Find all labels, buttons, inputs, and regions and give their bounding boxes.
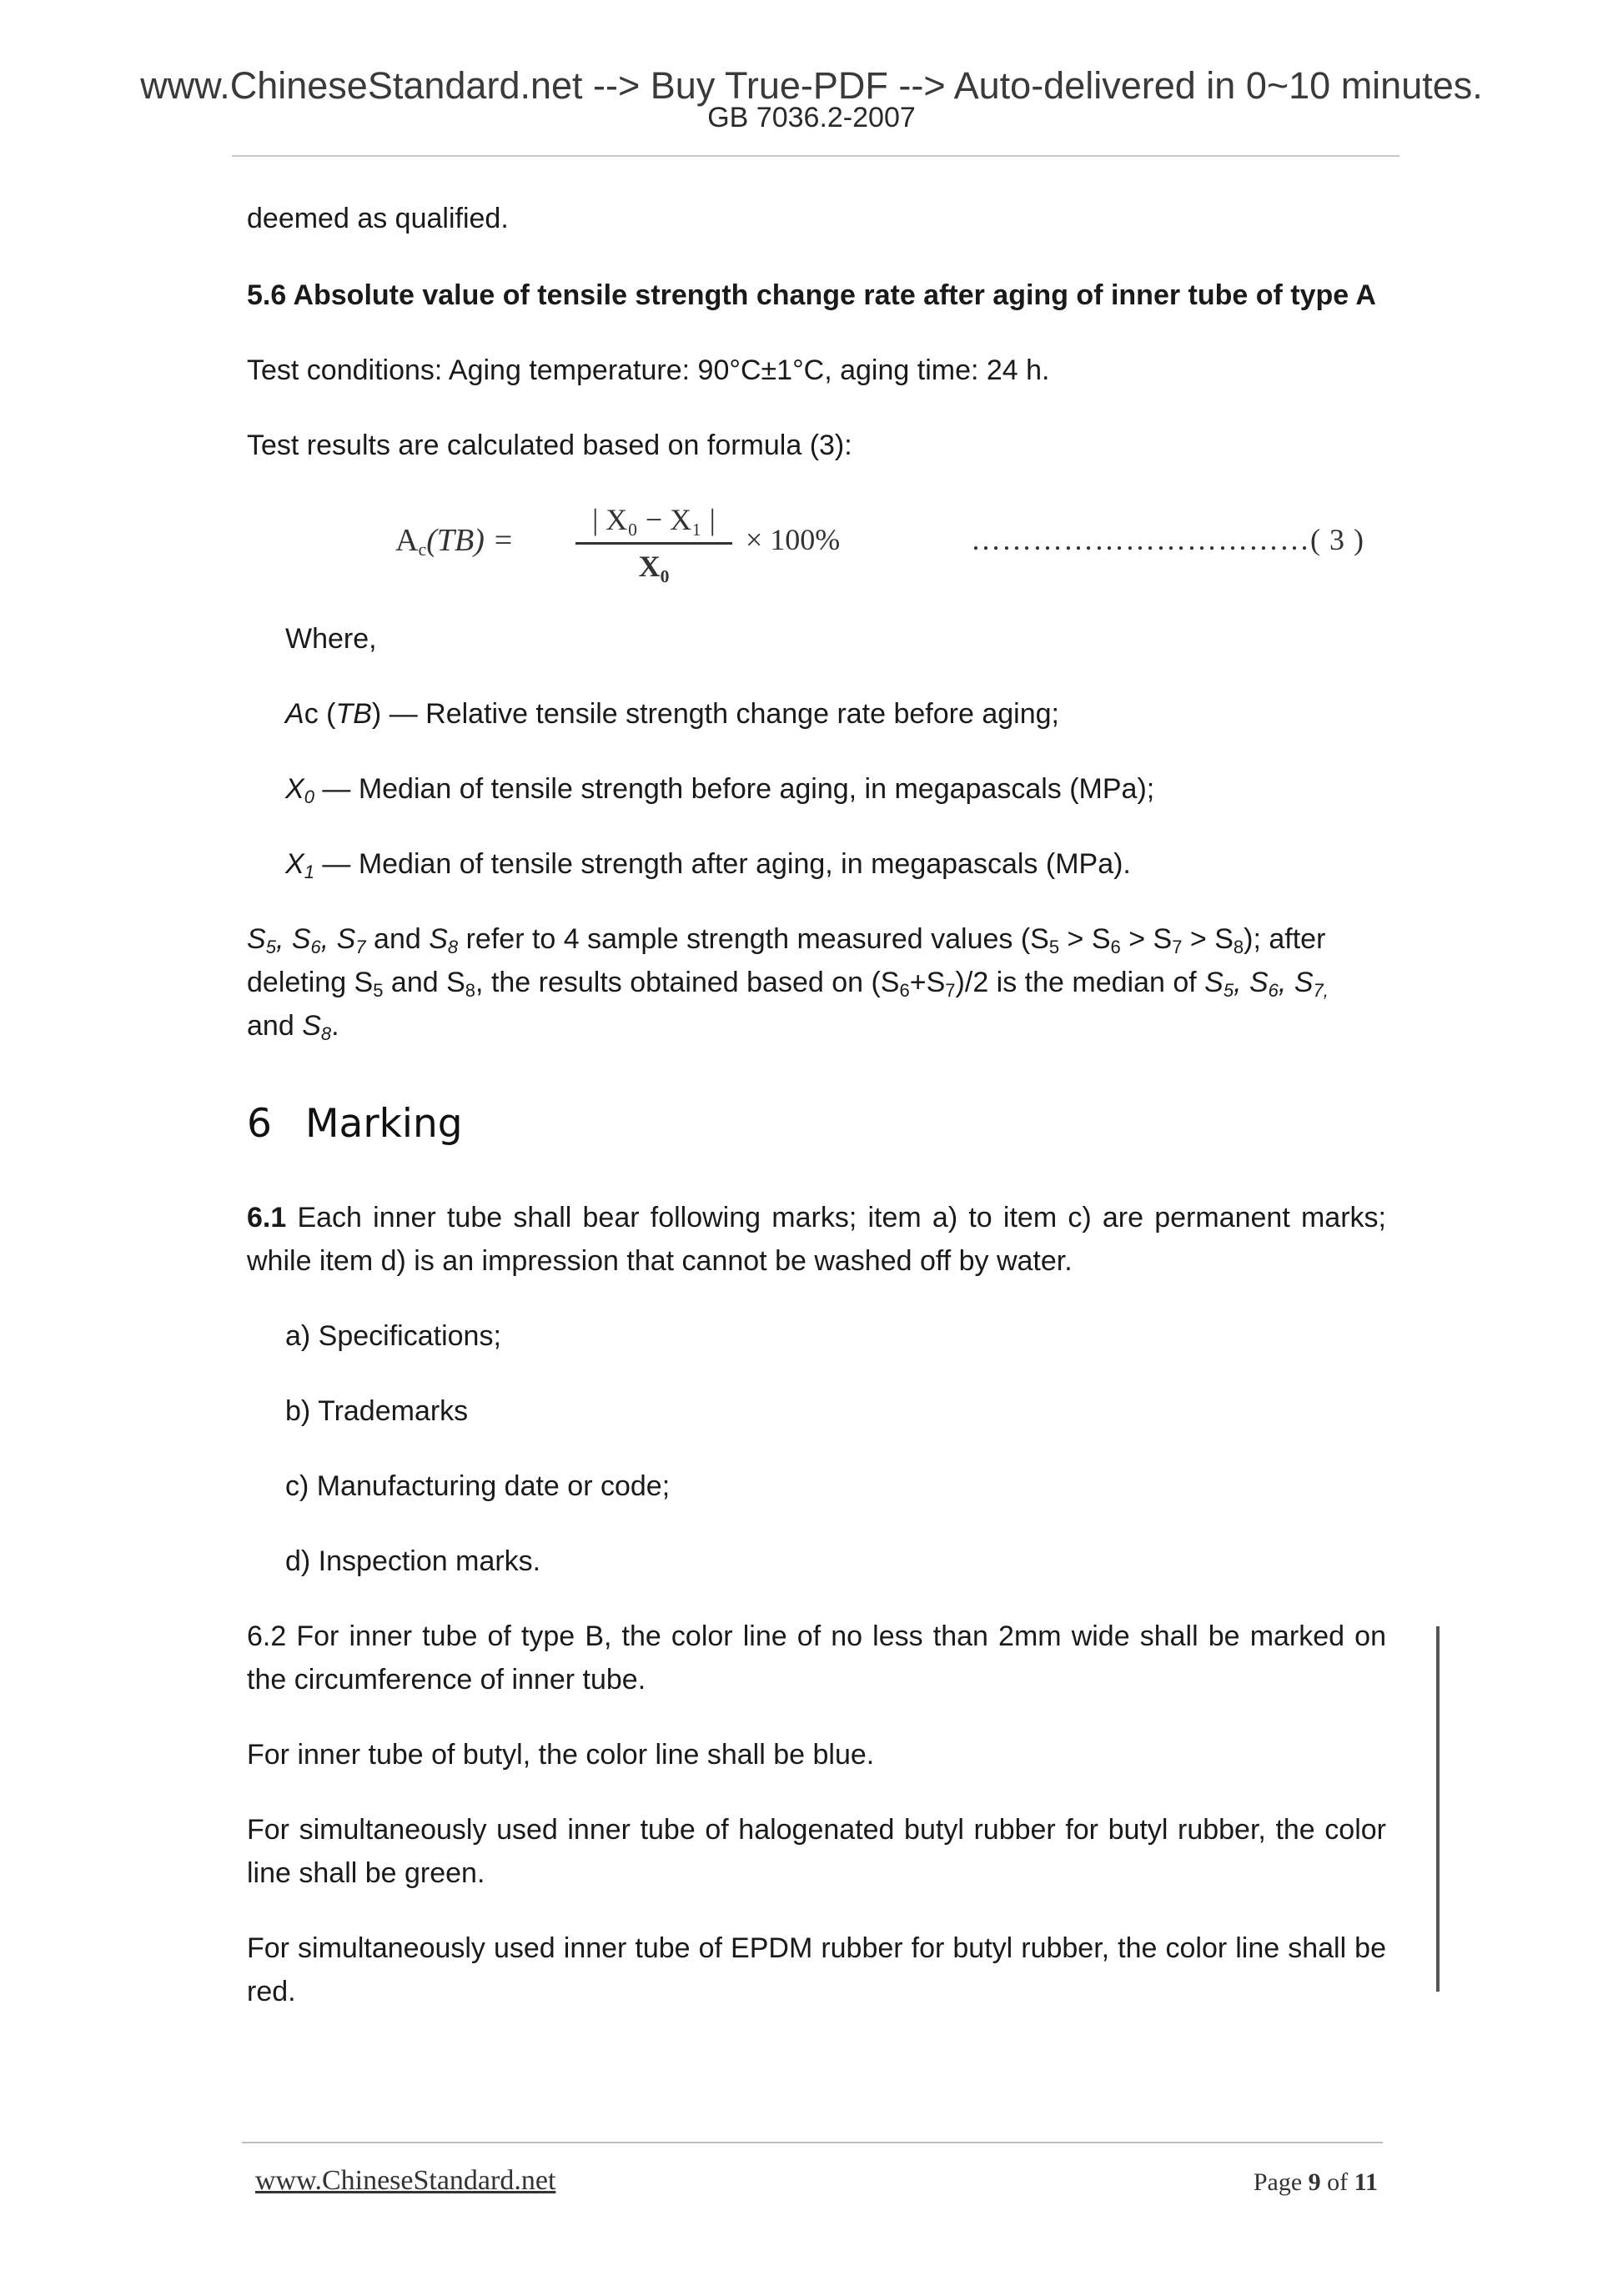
paragraph-butyl: For inner tube of butyl, the color line shall be blue. bbox=[247, 1739, 875, 1771]
where-label: Where, bbox=[285, 623, 377, 655]
list-item-c: c) Manufacturing date or code; bbox=[285, 1470, 671, 1502]
header-divider bbox=[232, 155, 1399, 157]
paragraph-6-2: 6.2 For inner tube of type B, the color line of no less than 2mm wide shall be marked on the circumference of inner tube. bbox=[247, 1620, 1386, 1696]
definition-x0: $X_0$ — Median of tensile strength before aging, in megapascals (MPa); bbox=[285, 773, 1155, 807]
formula-rhs: × 100% bbox=[746, 523, 841, 556]
formula-reference: ……………………………( 3 ) bbox=[971, 523, 1364, 556]
document-id: GB 7036.2-2007 bbox=[707, 102, 916, 133]
sample-note-line-2: deleting $S_5$ and $S_8$, the results obtained based on $(S_6+S_7)/2$ is the median of $S_5$, $S_6$, $S_{7,}$ bbox=[247, 967, 1329, 1001]
revision-change-bar bbox=[1436, 1626, 1440, 1992]
list-item-d: d) Inspection marks. bbox=[285, 1545, 541, 1577]
paragraph-test-results: Test results are calculated based on formula (3): bbox=[247, 430, 852, 461]
footer-website-link[interactable]: www.ChineseStandard.net bbox=[255, 2165, 556, 2196]
section-6-number: 6 bbox=[247, 1101, 272, 1147]
section-6-heading bbox=[247, 1099, 463, 1149]
definition-x1: $X_1$ — Median of tensile strength after aging, in megapascals (MPa). bbox=[285, 848, 1131, 882]
formula-numerator: | X₀ − X₁ | bbox=[592, 503, 716, 536]
list-item-b: b) Trademarks bbox=[285, 1395, 469, 1427]
formula-lhs: $A_c(TB)$ = bbox=[395, 523, 515, 560]
sample-note-line-3: and $S_8$. bbox=[247, 1010, 339, 1044]
paragraph-deemed: deemed as qualified. bbox=[247, 203, 509, 234]
paragraph-6-1: 6.1 Each inner tube shall bear following marks; item a) to item c) are permanent marks; while item d) is an impression that cannot be washed off by water. bbox=[247, 1202, 1386, 1277]
section-6-title: Marking bbox=[305, 1101, 463, 1147]
fraction-bar bbox=[575, 542, 732, 545]
list-item-a: a) Specifications; bbox=[285, 1320, 501, 1352]
section-5-6-title: 5.6 Absolute value of tensile strength change rate after aging of inner tube of type A bbox=[247, 279, 1376, 311]
definition-ac: Ac (TB) — Relative tensile strength change rate before aging; bbox=[285, 698, 1059, 730]
formula-fraction bbox=[570, 499, 737, 586]
formula-3 bbox=[395, 499, 1396, 590]
sample-note-line-1: $S_5$, $S_6$, $S_7$ and $S_8$ refer to 4 sample strength measured values $(S_5 > S_6 > S_7 > S_8)$; after bbox=[247, 923, 1326, 957]
paragraph-test-conditions: Test conditions: Aging temperature: 90°C±1°C, aging time: 24 h. bbox=[247, 354, 1050, 386]
paragraph-epdm: For simultaneously used inner tube of EPDM rubber for butyl rubber, the color line shall be red. bbox=[247, 1932, 1386, 2007]
header-banner[interactable]: www.ChineseStandard.net --> Buy True-PDF --> Auto-delivered in 0~10 minutes. bbox=[140, 64, 1483, 107]
paragraph-halogenated: For simultaneously used inner tube of halogenated butyl rubber for butyl rubber, the color line shall be green. bbox=[247, 1814, 1386, 1889]
formula-denominator: X₀ bbox=[638, 550, 670, 583]
footer-divider bbox=[242, 2142, 1383, 2143]
page-number: Page 9 of 11 bbox=[1253, 2168, 1378, 2196]
